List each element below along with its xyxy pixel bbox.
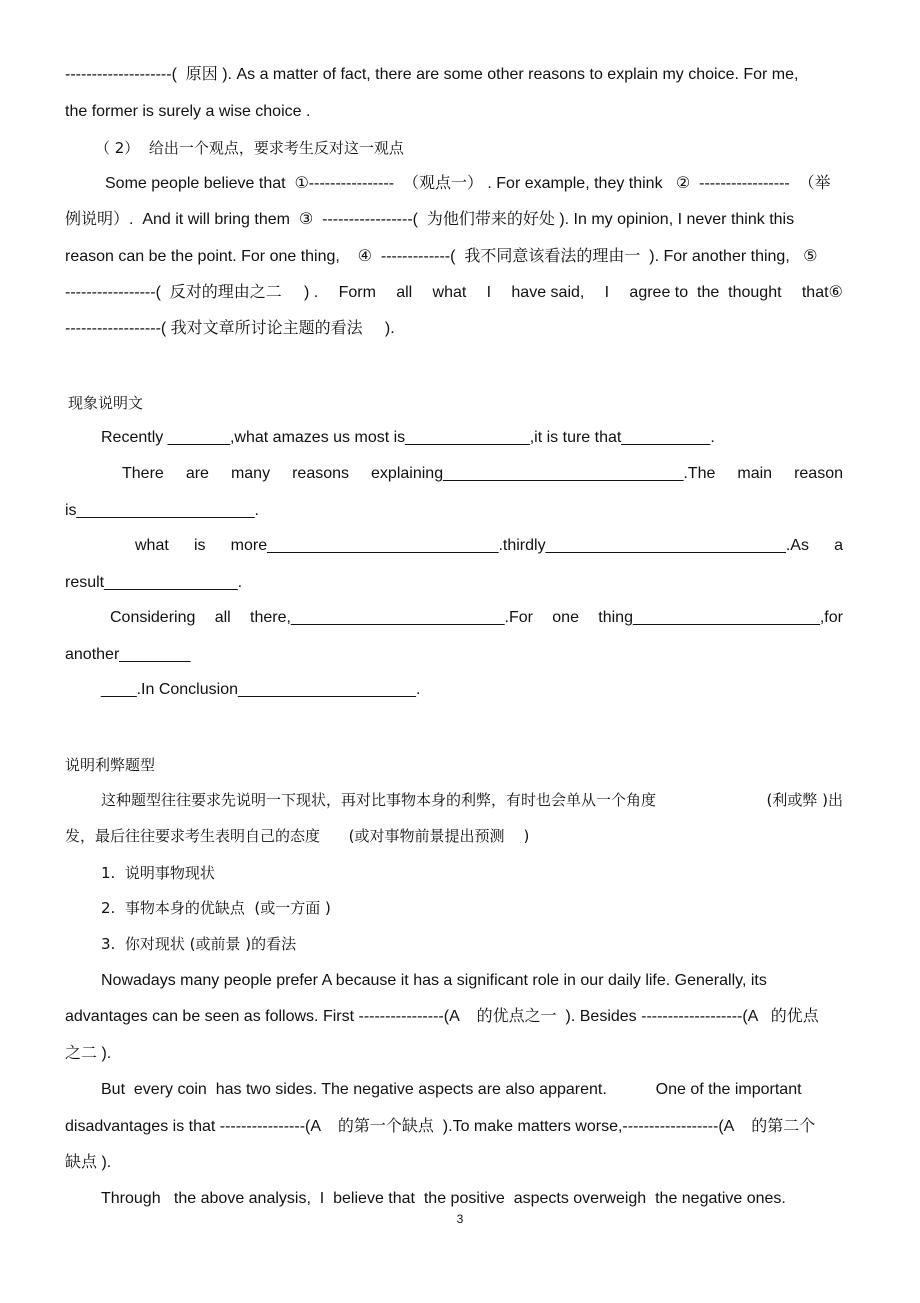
- text-line: [101, 790, 843, 810]
- word: agree to the thought: [629, 284, 782, 301]
- word: one: [552, 609, 579, 626]
- word: a: [834, 537, 843, 554]
- text-line: another________: [65, 646, 191, 663]
- word: -----------------( 反对的理由之二 ) .: [65, 284, 319, 301]
- word: there,________________________.For: [250, 609, 533, 626]
- text-line: 发，最后往往要求考生表明自己的态度 (或对事物前景提出预测 ): [65, 827, 530, 845]
- word: all: [396, 284, 413, 301]
- text-line: [65, 283, 843, 303]
- text-segment: (利或弊 )出: [766, 791, 843, 809]
- word: I: [604, 284, 610, 301]
- text-line: is____________________.: [65, 502, 259, 519]
- text-line: Nowadays many people prefer A because it has a significant role in our daily life. Generally, its: [101, 972, 767, 989]
- text-line: reason can be the point. For one thing, ④ -------------( 我不同意该看法的理由一 ). For another thing, ⑤: [65, 248, 818, 265]
- text-line: Through the above analysis, I believe that the positive aspects overweigh the negative ones.: [101, 1190, 786, 1207]
- text-line: ____.In Conclusion____________________.: [101, 681, 421, 698]
- word: reasons: [292, 465, 350, 482]
- section-heading: 现象说明文: [68, 394, 144, 412]
- word: reason: [794, 465, 843, 482]
- text-line: 之二 ).: [65, 1045, 112, 1062]
- list-item: 3. 你对现状 (或前景 )的看法: [101, 935, 297, 953]
- word: more__________________________.thirdly___________________________.As: [230, 537, 809, 554]
- text-segment: 这种题型往往要求先说明一下现状，再对比事物本身的利弊，有时也会单从一个角度: [101, 791, 657, 809]
- text-line: ------------------( 我对文章所讨论主题的看法 ).: [65, 320, 395, 337]
- word: that⑥: [801, 284, 843, 301]
- word: all: [214, 609, 231, 626]
- list-item: 1. 说明事物现状: [101, 864, 215, 882]
- section-heading: 说明利弊题型: [65, 756, 156, 774]
- word: is: [193, 537, 206, 554]
- word: many: [230, 465, 271, 482]
- text-line: Some people believe that ①---------------- （观点一） . For example, they think ② ----------------- （举: [105, 175, 831, 192]
- section-heading: （ 2） 给出一个观点，要求考生反对这一观点: [95, 139, 404, 157]
- word: Considering: [110, 609, 196, 626]
- word: explaining___________________________.The: [371, 465, 716, 482]
- text-line: 例说明）. And it will bring them ③ -----------------( 为他们带来的好处 ). In my opinion, I never think this: [65, 211, 795, 228]
- text-line: result_______________.: [65, 574, 243, 591]
- text-line: disadvantages is that ----------------(A 的第一个缺点 ).To make matters worse,------------------(A 的第二个: [65, 1118, 816, 1135]
- page-number: 3: [456, 1212, 464, 1226]
- word: what: [432, 284, 467, 301]
- word: are: [185, 465, 209, 482]
- text-line: But every coin has two sides. The negative aspects are also apparent. One of the important: [101, 1081, 802, 1098]
- word: thing_____________________,for: [598, 609, 843, 626]
- word: what: [135, 537, 169, 554]
- list-item: 2. 事物本身的优缺点 (或一方面 ): [101, 899, 331, 917]
- text-line: 缺点 ).: [65, 1154, 112, 1171]
- text-line: the former is surely a wise choice .: [65, 103, 311, 120]
- word: main: [737, 465, 773, 482]
- text-line: [122, 464, 843, 484]
- text-line: --------------------( 原因 ). As a matter of fact, there are some other reasons to explain my choice. For me,: [65, 66, 799, 83]
- word: There: [122, 465, 164, 482]
- text-line: advantages can be seen as follows. First ----------------(A 的优点之一 ). Besides -------------------(A 的优点: [65, 1008, 819, 1025]
- text-line: Recently _______,what amazes us most is______________,it is ture that__________.: [101, 429, 715, 446]
- word: I: [486, 284, 492, 301]
- text-line: [110, 608, 843, 628]
- word: Form: [338, 284, 376, 301]
- word: have said,: [511, 284, 585, 301]
- text-line: [135, 536, 843, 556]
